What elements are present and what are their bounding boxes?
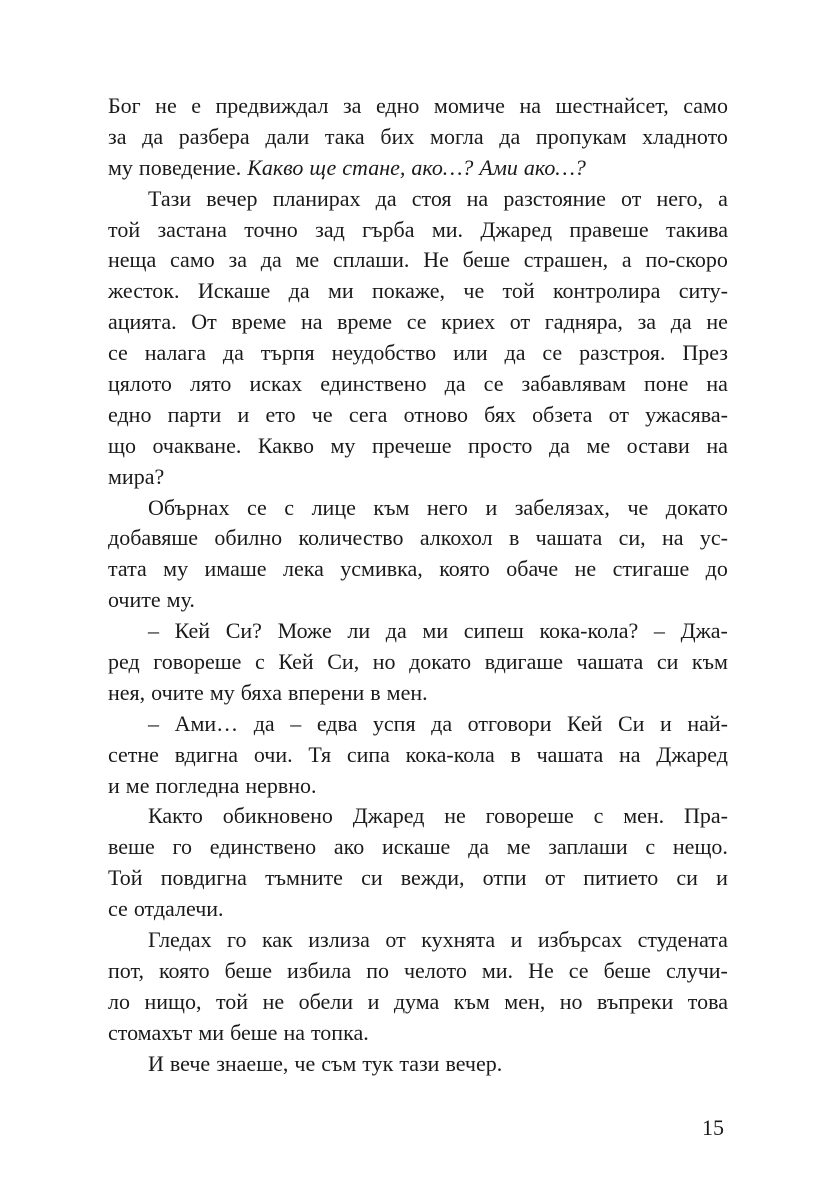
text-line: цялото лято исках единствено да се забавлявам поне на [108, 371, 728, 397]
text-line: Тази вечер планирах да стоя на разстояние от него, а [148, 185, 728, 211]
text-line: стомахът ми беше на топка. [108, 1019, 369, 1045]
text-line: Както обикновено Джаред не говореше с мен. Пра- [148, 803, 728, 829]
text-line: добавяше обилно количество алкохол в чашата си, на ус- [108, 525, 728, 551]
text-line: за да разбера дали така бих могла да пропукам хладното [108, 123, 728, 149]
text-line: се налага да търпя неудобство или да се разстроя. През [108, 340, 728, 366]
text-line: И вече знаеше, че съм тук тази вечер. [148, 1050, 503, 1076]
body-text [108, 91, 728, 1080]
text-line: жесток. Искаше да ми покаже, че той контролира ситу- [108, 278, 728, 304]
text-line: сетне вдигна очи. Тя сипа кока-кола в чашата на Джаред [108, 741, 728, 767]
page-number: 15 [702, 1115, 724, 1140]
text-line: едно парти и ето че сега отново бях обзета от ужасява- [108, 401, 728, 427]
text-line: мира? [108, 463, 165, 489]
text-line: веше го единствено ако искаше да ме заплаши с нещо. [108, 834, 728, 860]
text-line: – Ами… да – едва успя да отговори Кей Си и най- [148, 710, 728, 736]
text-line: той застана точно зад гърба ми. Джаред правеше такива [108, 216, 728, 242]
text-line: Той повдигна тъмните си вежди, отпи от питието си и [108, 865, 728, 891]
paragraph [108, 709, 728, 802]
text-line: Обърнах се с лице към него и забелязах, че докато [148, 494, 728, 520]
paragraph [108, 616, 728, 709]
paragraph [108, 925, 728, 1049]
text-line: що очакване. Какво му пречеше просто да ме остави на [108, 432, 728, 458]
text-line: се отдалечи. [108, 896, 224, 922]
text-line: и ме погледна нервно. [108, 772, 317, 798]
text-line: неща само за да ме сплаши. Не беше страшен, а по-скоро [108, 247, 728, 273]
paragraph [108, 801, 728, 925]
text-line: тата му имаше лека усмивка, която обаче не стигаше до [108, 556, 728, 582]
text-line: очите му. [108, 587, 195, 613]
text-line: – Кей Си? Може ли да ми сипеш кока-кола? – Джа- [148, 618, 728, 644]
paragraph [108, 1049, 728, 1080]
text-line: му поведение. Какво ще стане, ако…? Ами ако…? [108, 154, 586, 180]
text-line: Бог не е предвиждал за едно момиче на шестнайсет, само [108, 93, 728, 118]
text-line: ред говореше с Кей Си, но докато вдигаше чашата си към [108, 649, 728, 675]
text-line: ацията. От време на време се криех от гадняра, за да не [108, 309, 728, 335]
text-line: Гледах го как излиза от кухнята и избърсах студената [148, 927, 728, 953]
text-line: пот, която беше избила по челото ми. Не се беше случи- [108, 957, 728, 983]
text-line: ло нищо, той не обели и дума към мен, но въпреки това [108, 988, 728, 1014]
paragraph [108, 184, 728, 493]
text-line: нея, очите му бяха вперени в мен. [108, 679, 428, 705]
paragraph [108, 91, 728, 184]
paragraph [108, 493, 728, 617]
